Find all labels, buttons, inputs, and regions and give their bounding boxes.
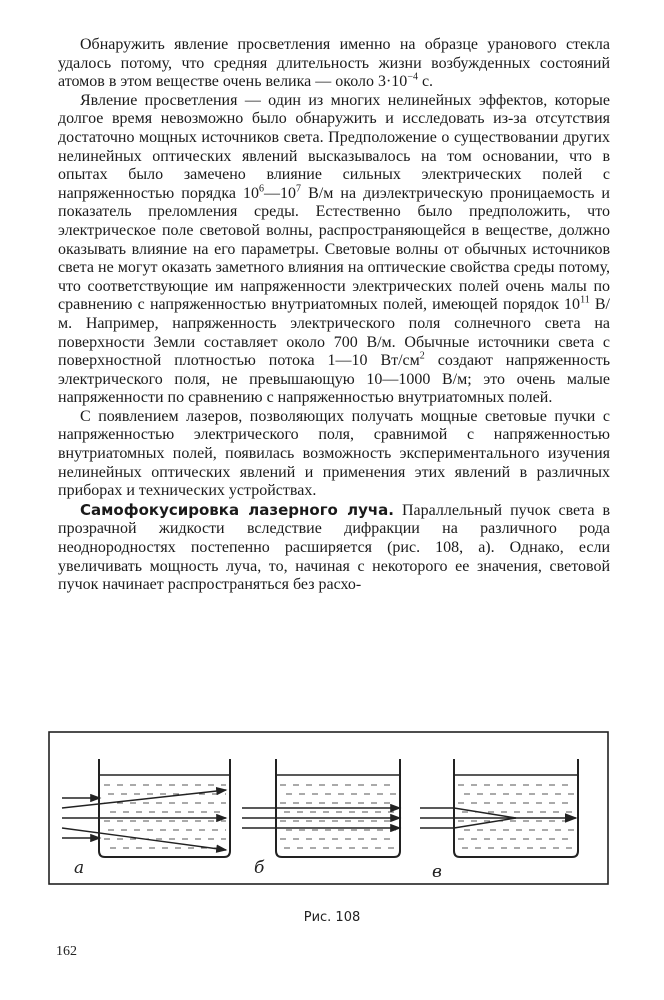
section-heading: Самофокусировка лазерного луча. [80, 500, 394, 519]
figure-caption: Рис. 108 [303, 910, 361, 925]
paragraph-1-text: Обнаружить явление просветления именно на образце уранового стекла удалось потому, что средняя длительность жизни возбужденных состояний атомов в этом веществе очень велика — около 3·10 [58, 36, 610, 91]
page-body [58, 36, 610, 595]
paragraph-2-text-b: —10 [264, 184, 297, 202]
paragraph-1 [58, 36, 610, 92]
paragraph-2-text-e: создают напряженность электрического поля, не превышающую 10—1000 В/м; это очень малые напряженности по сравнению с напряженностью внутриатомных полей. [58, 352, 610, 407]
exponent: 6 [259, 183, 265, 195]
paragraph-2-text-c: В/м на диэлектрическую проницаемость и показатель преломления среды. Естественно было предположить, что электрическое поле световой волны, распространяющейся в веществе, должно оказывать влияние на его параметры. Световые волны от обычных источников света не могут оказать заметного влияния на оптические свойства среды потому, что соответствующие им напряженности электрических полей очень малы по сравнению с напряженностью внутриатомных полей, имеющей порядок 10 [58, 184, 610, 314]
figure-108 [48, 731, 610, 885]
page-number: 162 [56, 944, 77, 959]
paragraph-3: С появлением лазеров, позволяющих получать мощные световые пучки с напряженностью электрического поля, сравнимой с напряженностью внутриатомных полей, появилась возможность экспериментального изучения нелинейных оптических явлений и применения этих явлений в различных приборах и технических устройствах. [58, 407, 610, 500]
paragraph-4 [58, 501, 610, 595]
exponent: 2 [419, 350, 425, 362]
paragraph-2-text-d: В/м. Например, напряженность электрического поля солнечного света на поверхности Земли составляет около 700 В/м. Обычные источники света с поверхностной плотностью потока 1—10 Вт/см [58, 296, 610, 370]
paragraph-2-text-a: Явление просветления — один из многих нелинейных эффектов, которые долгое время невозможно было обнаружить и исследовать из-за отсутствия достаточно мощных источников света. Предположение о существовании других нелинейных оптических явлений высказывалось на том основании, что в опытах было замечено влияние сильных электрических полей с напряженностью порядка 10 [58, 91, 610, 202]
figure-label-a: а [74, 858, 85, 878]
exponent: 11 [580, 294, 590, 306]
vessel-c [420, 759, 578, 857]
vessel-b [242, 759, 400, 857]
figure-label-b: б [254, 858, 265, 878]
paragraph-1-end: с. [417, 73, 434, 91]
exponent: 7 [296, 183, 302, 195]
paragraph-2 [58, 92, 610, 408]
figure-illustration [48, 731, 610, 885]
figure-label-c: в [432, 862, 442, 882]
vessel-a [62, 759, 230, 857]
paragraph-4-text: Параллельный пучок света в прозрачной жидкости вследствие дифракции на различного рода неоднородностях постепенно расширяется (рис. 108, а). Однако, если увеличивать мощность луча, то, начиная с некоторого ее значения, световой пучок начинает распространяться без расхо- [58, 501, 610, 594]
exponent: −4 [407, 71, 418, 83]
